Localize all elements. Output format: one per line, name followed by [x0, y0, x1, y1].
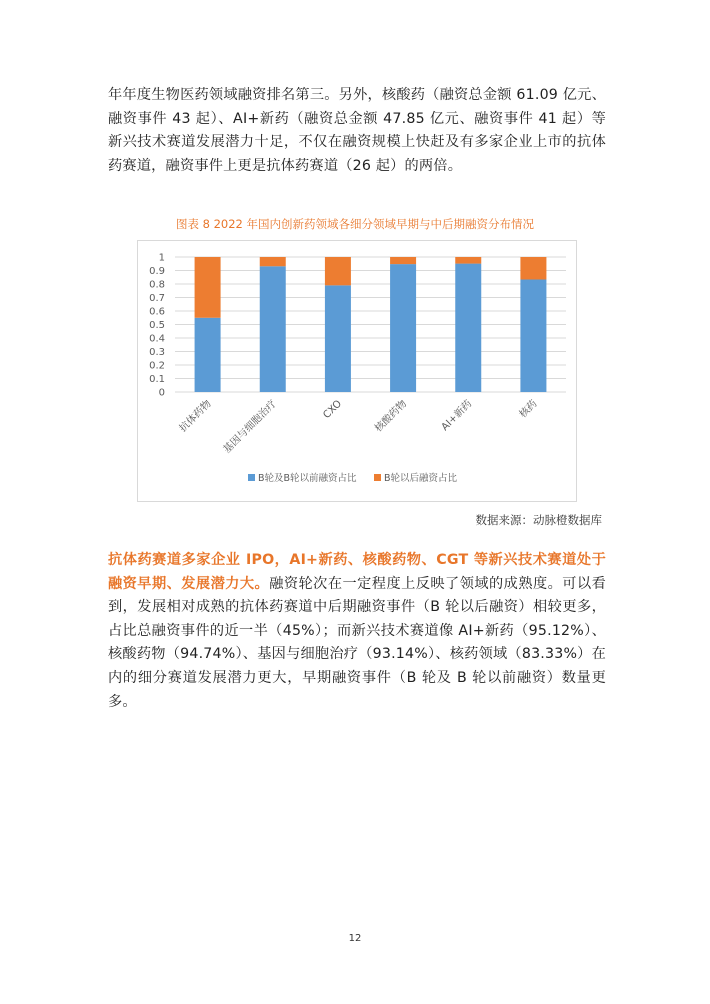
- analysis-highlight: 抗体药赛道多家企业 IPO，AI+新药、核酸药物、CGT 等新兴技术赛道处于融资早期、发展潜力大。: [108, 552, 606, 592]
- data-source: 数据来源：动脉橙数据库: [475, 513, 602, 527]
- stacked-bar-chart: [137, 240, 577, 502]
- page-number: 12: [348, 933, 362, 944]
- bar-segment-early: [260, 266, 286, 392]
- x-tick-label: 抗体药物: [177, 398, 214, 435]
- figure-title: 图表 8 2022 年国内创新药领域各细分领域早期与中后期融资分布情况: [175, 217, 535, 231]
- y-tick-label: 0.5: [149, 320, 165, 331]
- legend-swatch: [374, 474, 381, 481]
- x-tick-label: 核药: [517, 398, 540, 421]
- intro-text: 年年度生物医药领域融资排名第三。另外，核酸药（融资总金额 61.09 亿元、融资事件 43 起）、AI+新药（融资总金额 47.85 亿元、融资事件 41 起）等新兴技术赛道发展潜力十足，不仅在融资规模上快赶及有多家企业上市的抗体药赛道，融资事件上更是抗体药赛道（26 起）的两倍。: [108, 87, 606, 174]
- y-tick-label: 0.8: [149, 279, 165, 291]
- analysis-text: 融资轮次在一定程度上反映了领域的成熟度。可以看到，发展相对成熟的抗体药赛道中后期融资事件（B 轮以后融资）相较更多，占比总融资事件的近一半（45%）；而新兴技术赛道像 AI+新药（95.12%）、核酸药物（94.74%）、基因与细胞治疗（93.14%）、核药领域（83.33%）在内的细分赛道发展潜力更大，早期融资事件（B 轮及 B 轮以前融资）数量更多。: [108, 575, 606, 710]
- y-tick-label: 0.3: [149, 347, 165, 358]
- legend-label: B轮以后融资占比: [384, 473, 458, 484]
- bar-segment-early: [195, 318, 221, 392]
- bar-segment-late: [520, 257, 546, 280]
- y-tick-label: 0.4: [149, 333, 165, 345]
- y-tick-label: 1: [158, 252, 165, 264]
- y-tick-label: 0.2: [149, 360, 165, 372]
- bar-segment-late: [260, 257, 286, 266]
- x-tick-label: 基因与细胞治疗: [221, 398, 279, 456]
- bar-segment-late: [390, 257, 416, 264]
- legend-swatch: [248, 474, 255, 481]
- x-tick-label: 核酸药物: [373, 398, 410, 435]
- bar-segment-late: [325, 257, 351, 285]
- chart-svg: [138, 241, 576, 501]
- y-tick-label: 0.9: [149, 266, 165, 277]
- y-tick-label: 0.1: [149, 374, 165, 385]
- bar-segment-early: [390, 264, 416, 392]
- intro-paragraph: [108, 84, 606, 178]
- bar-segment-early: [325, 285, 351, 392]
- legend-label: B轮及B轮以前融资占比: [258, 473, 357, 484]
- bar-segment-early: [520, 280, 546, 392]
- bar-segment-late: [195, 257, 221, 318]
- analysis-paragraph: [108, 549, 606, 714]
- y-tick-label: 0.7: [149, 293, 165, 304]
- bar-segment-late: [455, 257, 481, 264]
- bar-segment-early: [455, 264, 481, 392]
- x-tick-label: AI+新药: [439, 398, 475, 434]
- y-tick-label: 0: [158, 387, 165, 399]
- x-tick-label: CXO: [321, 398, 345, 422]
- y-tick-label: 0.6: [149, 306, 165, 318]
